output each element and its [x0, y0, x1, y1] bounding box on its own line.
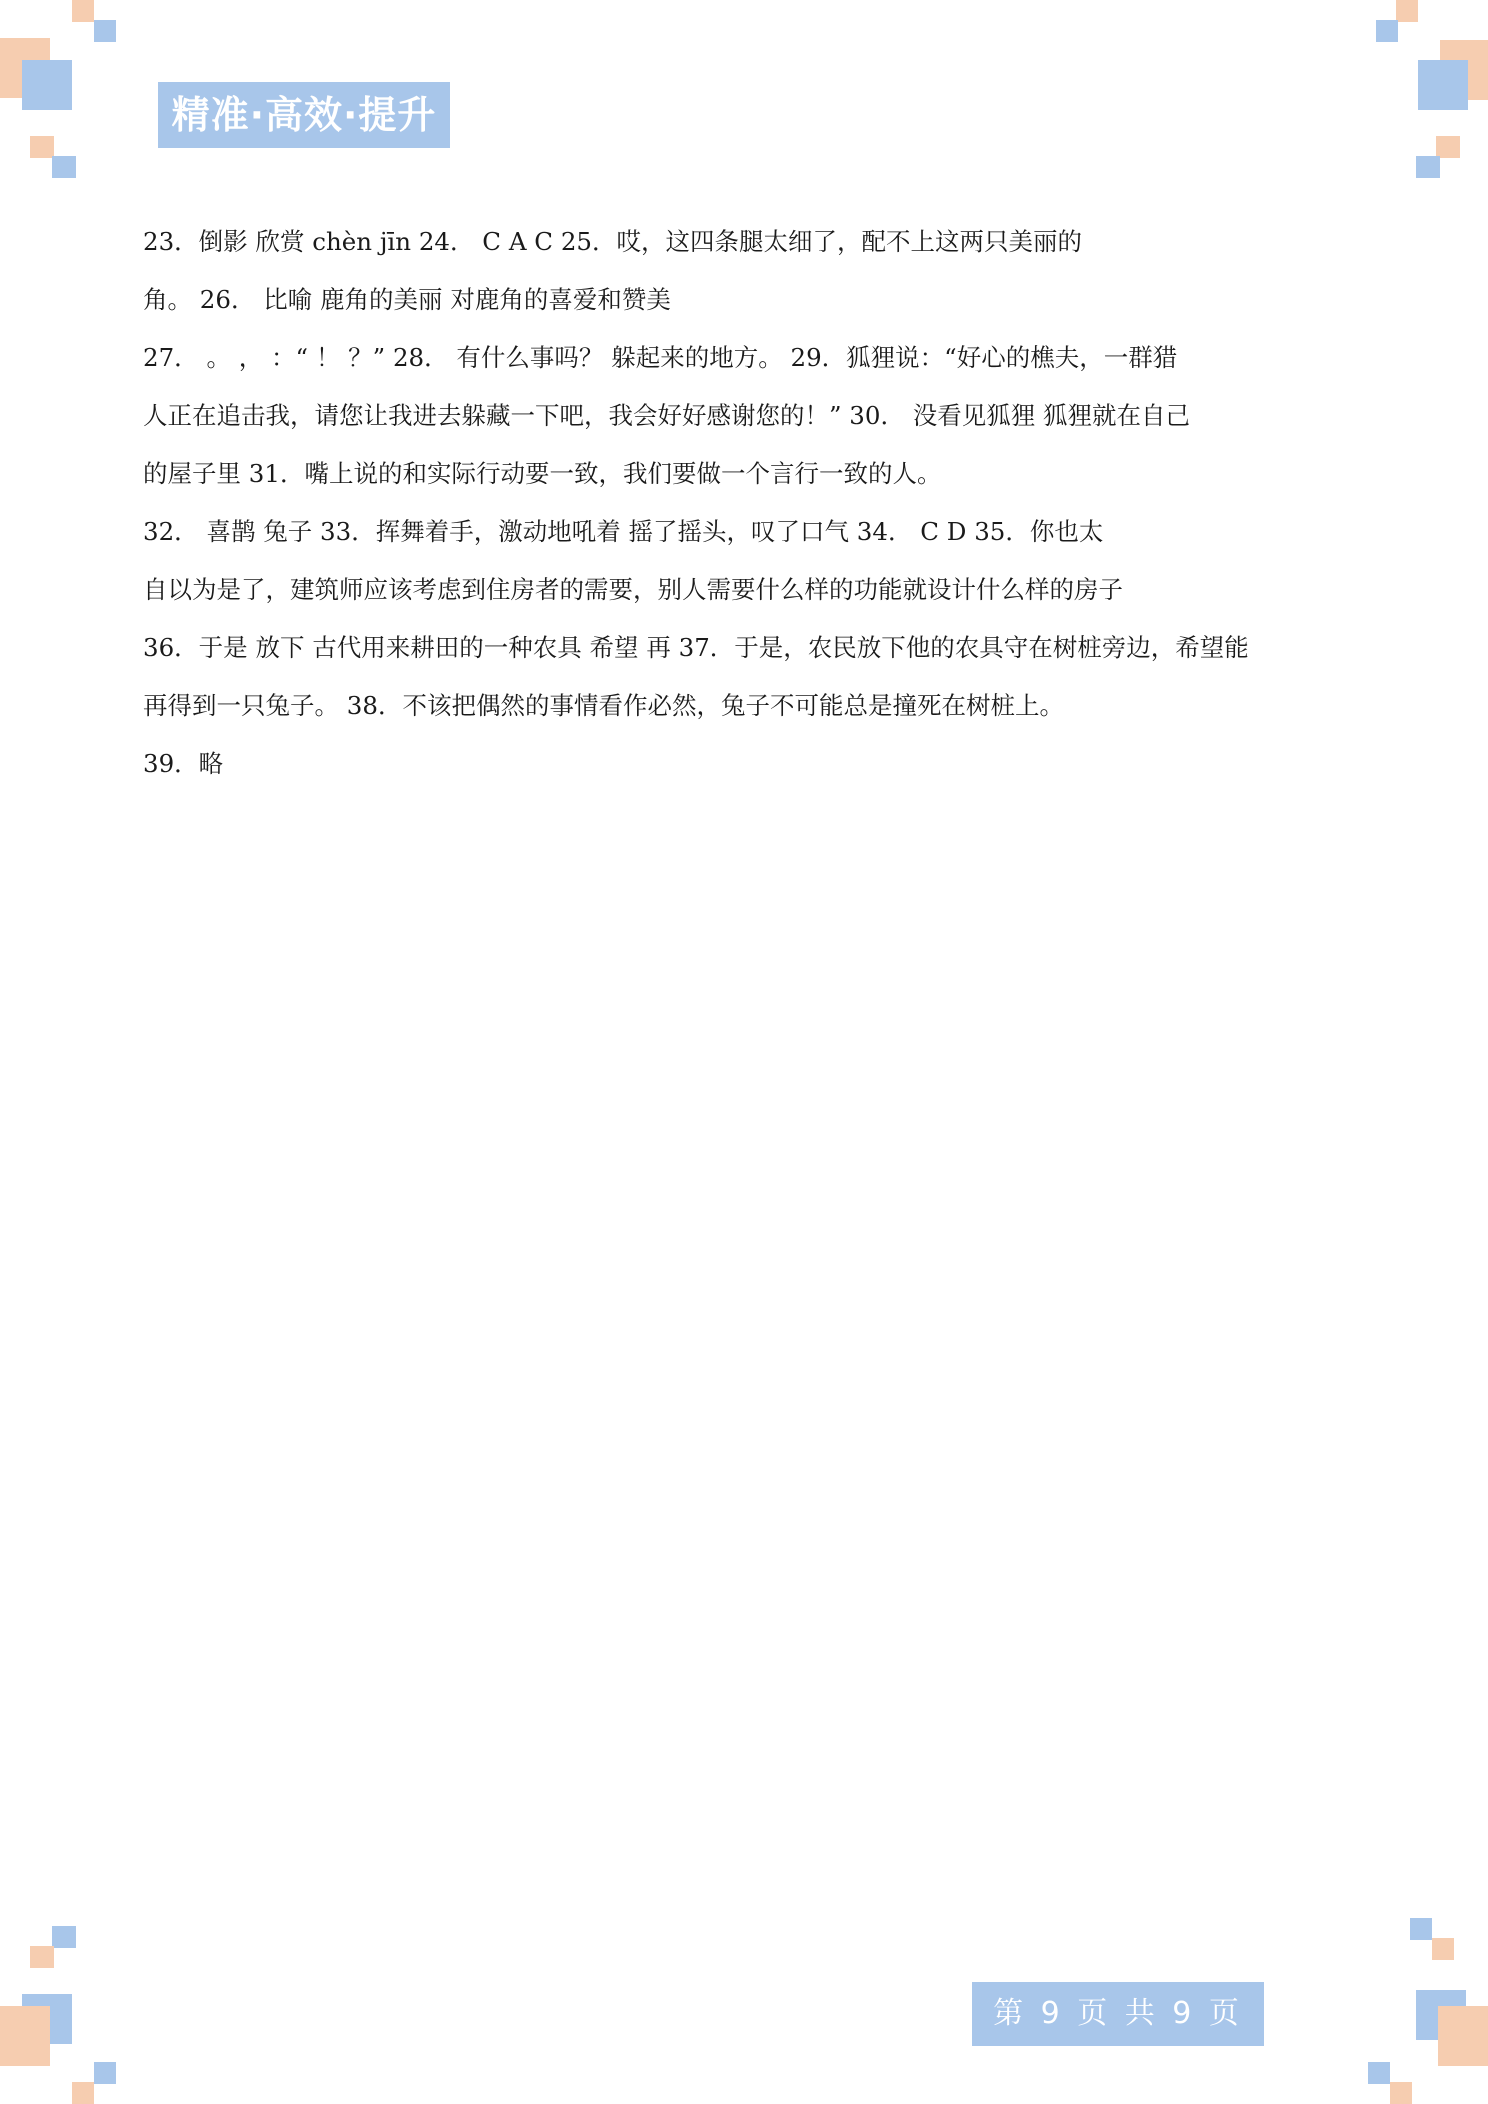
- answer-line: 再得到一只兔子。 38．不该把偶然的事情看作必然，兔子不可能总是撞死在树桩上。: [143, 691, 1064, 720]
- answer-line: 的屋子里 31．嘴上说的和实际行动要一致，我们要做一个言行一致的人。: [143, 459, 942, 488]
- decor-square: [1390, 2082, 1412, 2104]
- decor-square: [1410, 1918, 1432, 1940]
- answer-line: 自以为是了，建筑师应该考虑到住房者的需要，别人需要什么样的功能就设计什么样的房子: [143, 575, 1123, 604]
- answer-line: 39．略: [143, 749, 224, 778]
- answer-line: 角。 26． 比喻 鹿角的美丽 对鹿角的喜爱和赞美: [143, 285, 671, 314]
- page-number-badge: 第 9 页 共 9 页: [972, 1982, 1264, 2046]
- answer-line: 36．于是 放下 古代用来耕田的一种农具 希望 再 37．于是，农民放下他的农具守在树桩旁边，希望能: [143, 633, 1249, 662]
- answer-line: 27． 。 ， ：“ ！ ？” 28． 有什么事吗？ 躲起来的地方。 29．狐狸说：“好心的樵夫，一群猎: [143, 343, 1178, 372]
- decor-square: [1438, 2006, 1488, 2066]
- decor-square: [1368, 2062, 1390, 2084]
- decor-square: [22, 60, 72, 110]
- decor-square: [94, 2062, 116, 2084]
- decor-square: [1418, 60, 1468, 110]
- decor-square: [30, 136, 54, 158]
- decor-square: [1432, 1938, 1454, 1960]
- decor-square: [30, 1946, 54, 1968]
- decor-square: [72, 2082, 94, 2104]
- decor-square: [0, 2006, 50, 2066]
- decor-square: [94, 20, 116, 42]
- decor-square: [1376, 20, 1398, 42]
- decor-square: [1396, 0, 1418, 22]
- answer-line: 人正在追击我，请您让我进去躲藏一下吧，我会好好感谢您的！” 30． 没看见狐狸 狐狸就在自己: [143, 401, 1191, 430]
- brand-banner: 精准·高效·提升: [158, 82, 450, 148]
- decor-square: [1416, 156, 1440, 178]
- answer-content: [143, 213, 1353, 793]
- decor-square: [72, 0, 94, 22]
- decor-square: [1436, 136, 1460, 158]
- decor-square: [52, 156, 76, 178]
- answer-line: 23．倒影 欣赏 chèn jīn 24． C A C 25．哎，这四条腿太细了，配不上这两只美丽的: [143, 227, 1083, 256]
- answer-line: 32． 喜鹊 兔子 33．挥舞着手，激动地吼着 摇了摇头，叹了口气 34． C D 35．你也太: [143, 517, 1104, 546]
- decor-square: [52, 1926, 76, 1948]
